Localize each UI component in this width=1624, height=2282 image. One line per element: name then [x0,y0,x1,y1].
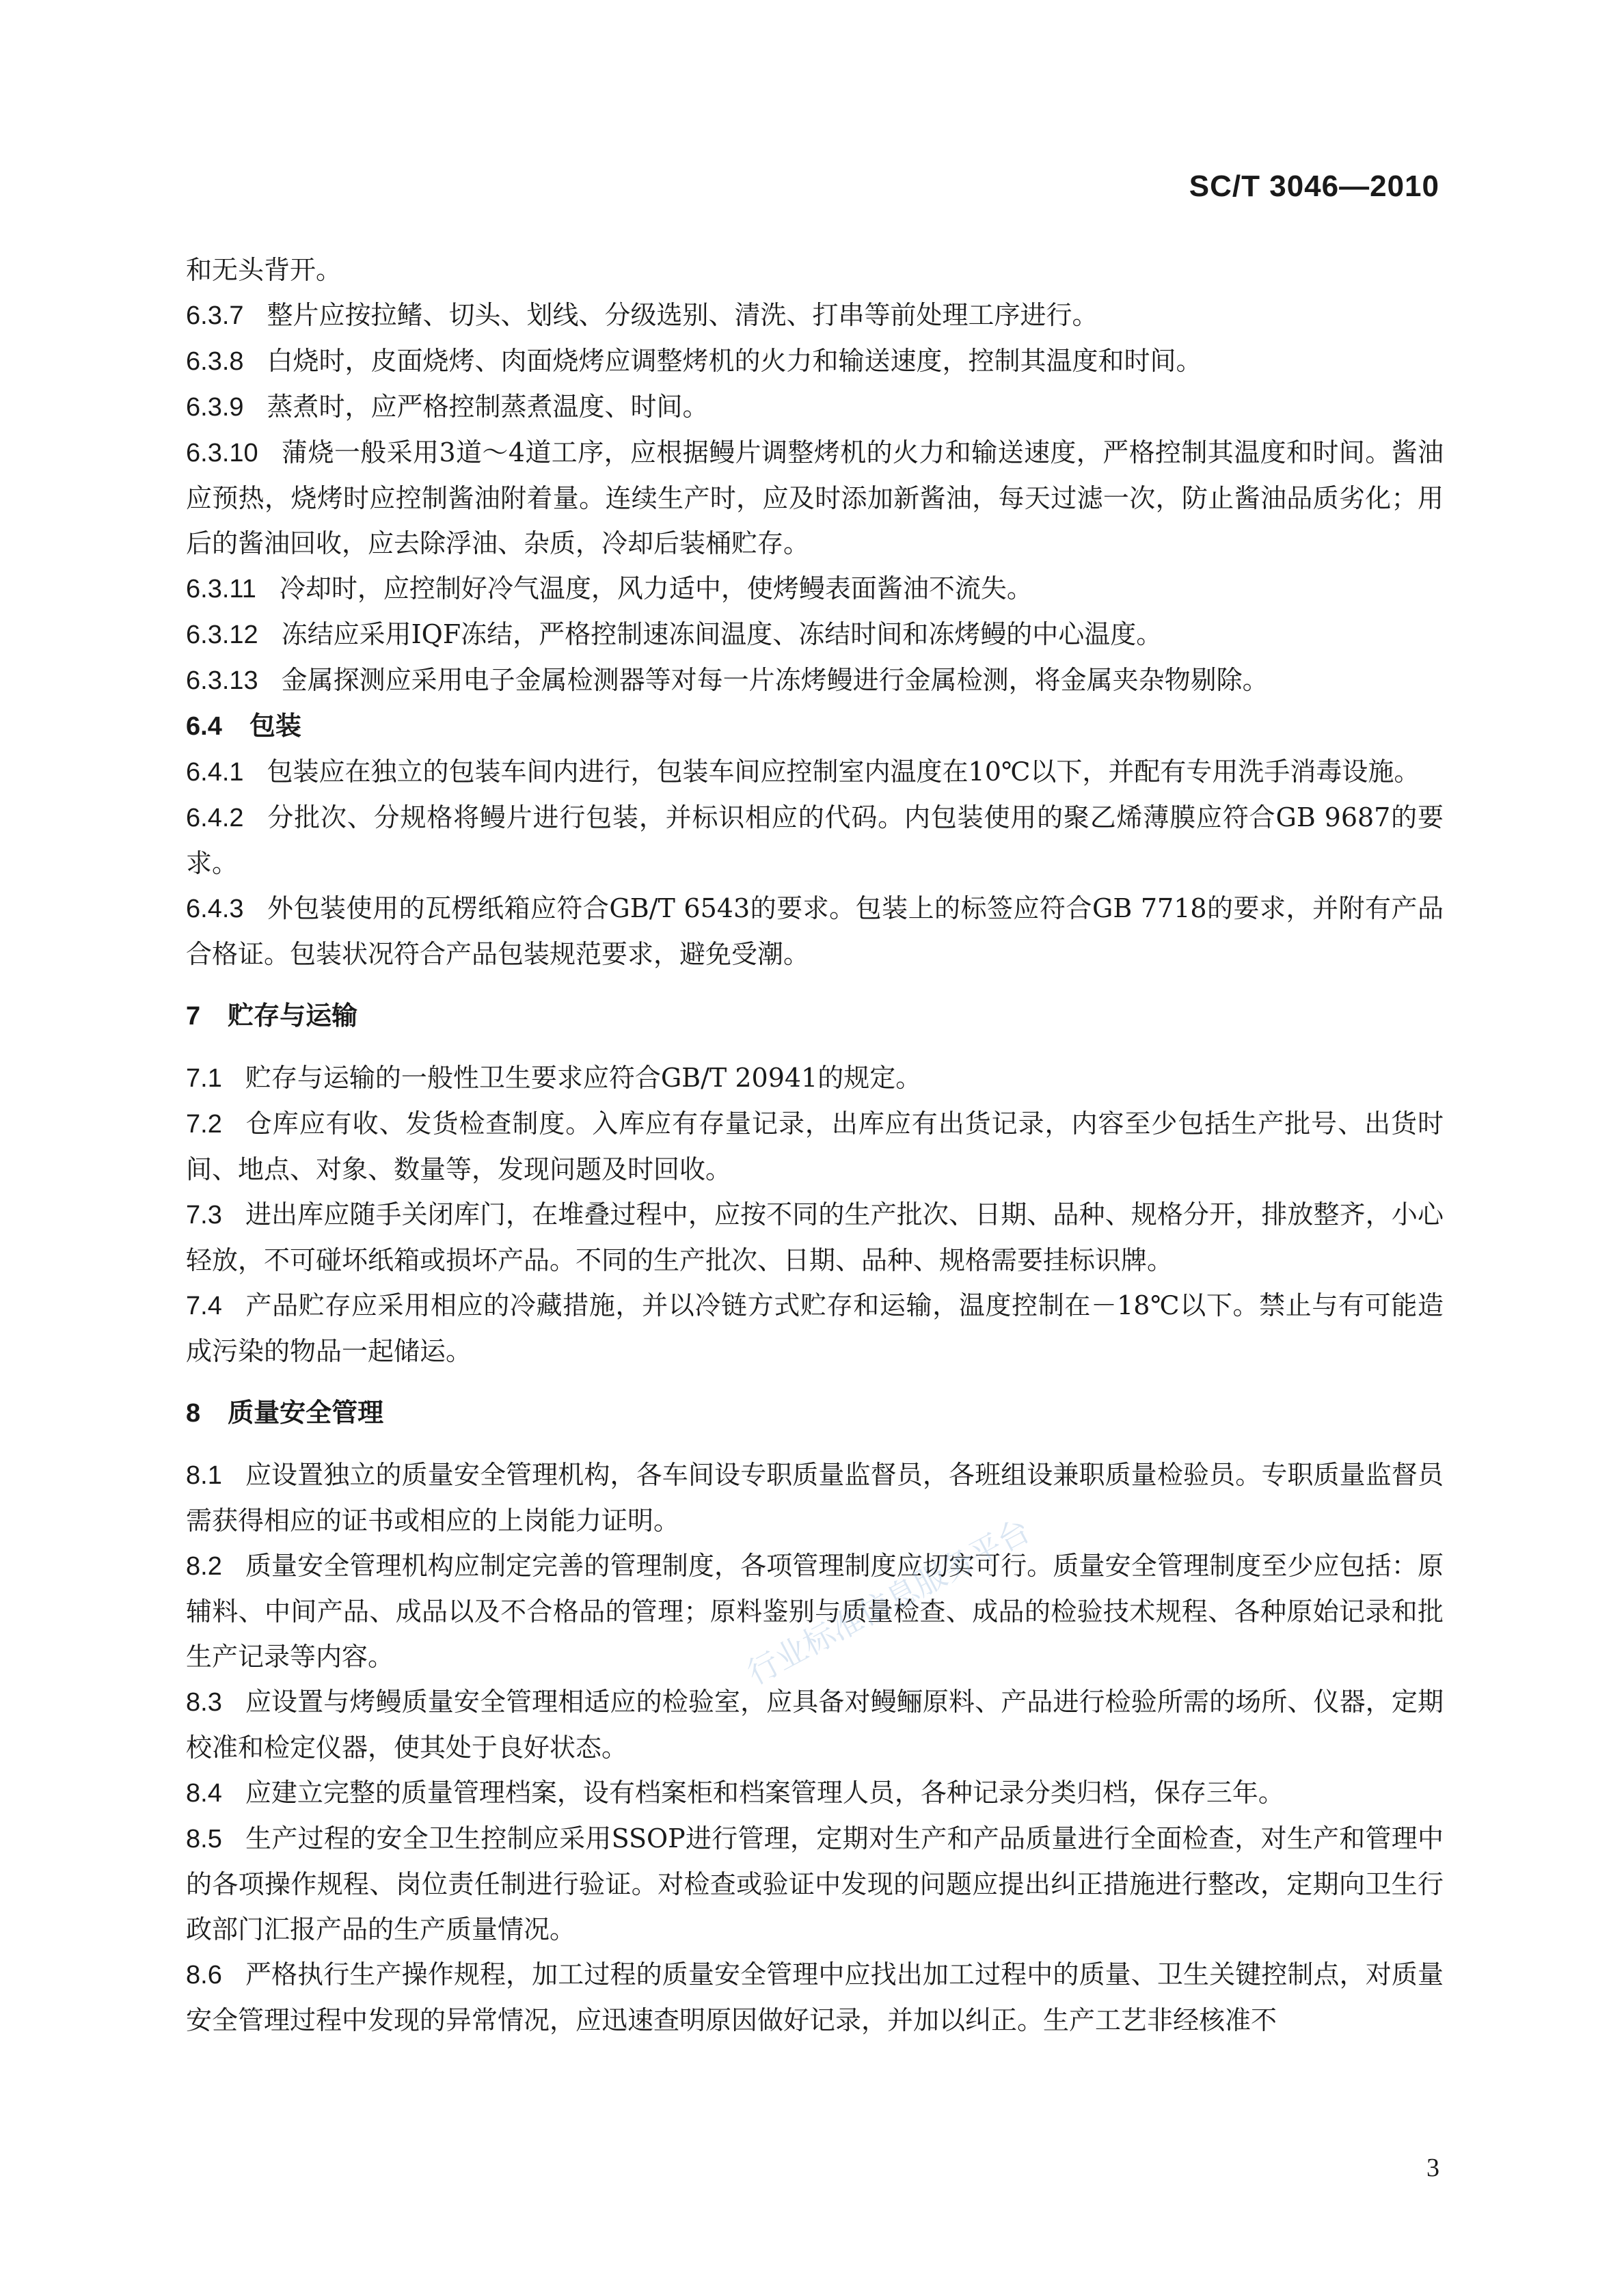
standard-code-header: SC/T 3046—2010 [1189,169,1439,203]
clause-number: 8.1 [186,1461,222,1490]
clause-text: 应设置与烤鳗质量安全管理相适应的检验室，应具备对鳗鲡原料、产品进行检验所需的场所、仪器，定期校准和检定仪器，使其处于良好状态。 [186,1687,1444,1763]
clause-7-2 [186,1101,1444,1192]
clause-text: 分批次、分规格将鳗片进行包装，并标识相应的代码。内包装使用的聚乙烯薄膜应符合GB 9687的要求。 [186,802,1444,878]
clause-8-1 [186,1452,1444,1543]
clause-7-1 [186,1055,1444,1101]
clause-6-4-1 [186,749,1444,795]
clause-number: 6.3.9 [186,393,244,422]
clause-number: 8.2 [186,1552,222,1581]
clause-text: 蒲烧一般采用3道～4道工序，应根据鳗片调整烤机的火力和输送速度，严格控制其温度和时间。酱油应预热，烧烤时应控制酱油附着量。连续生产时，应及时添加新酱油，每天过滤一次，防止酱油品质劣化；用后的酱油回收，应去除浮油、杂质，冷却后装桶贮存。 [186,437,1444,558]
clause-number: 8.5 [186,1825,222,1853]
clause-number: 6.4.2 [186,804,244,832]
chapter-heading-8 [186,1390,1444,1436]
clause-text: 进出库应随手关闭库门，在堆叠过程中，应按不同的生产批次、日期、品种、规格分开，排放整齐，小心轻放，不可碰坏纸箱或损坏产品。不同的生产批次、日期、品种、规格需要挂标识牌。 [186,1199,1444,1275]
clause-text: 冷却时，应控制好冷气温度，风力适中，使烤鳗表面酱油不流失。 [279,573,1033,603]
clause-text: 应建立完整的质量管理档案，设有档案柜和档案管理人员，各种记录分类归档，保存三年。 [245,1778,1284,1808]
clause-8-3 [186,1679,1444,1770]
clause-number: 6.3.13 [186,666,258,695]
clause-text: 产品贮存应采用相应的冷藏措施，并以冷链方式贮存和运输，温度控制在－18℃以下。禁止与有可能造成污染的物品一起储运。 [186,1290,1444,1366]
list-8 [186,1452,1444,2043]
chapter-title: 质量安全管理 [228,1398,384,1428]
page-number: 3 [1426,2154,1439,2182]
clause-text: 整片应按拉鳍、切头、划线、分级选别、清洗、打串等前处理工序进行。 [267,300,1098,330]
section-heading-6-4 [186,703,1444,749]
list-6-3 [186,293,1444,703]
chapter-number: 7 [186,1002,201,1031]
clause-8-5 [186,1816,1444,1952]
clause-6-3-13 [186,657,1444,703]
clause-text: 金属探测应采用电子金属检测器等对每一片冻烤鳗进行金属检测，将金属夹杂物剔除。 [281,665,1269,695]
clause-text: 质量安全管理机构应制定完善的管理制度，各项管理制度应切实可行。质量安全管理制度至少应包括：原辅料、中间产品、成品以及不合格品的管理；原料鉴别与质量检查、成品的检验技术规程、各种原始记录和批生产记录等内容。 [186,1551,1444,1672]
clause-8-6 [186,1952,1444,2043]
clause-6-4-2 [186,795,1444,886]
clause-number: 6.3.10 [186,439,258,467]
clause-6-4-3 [186,886,1444,977]
clause-number: 6.3.7 [186,301,244,330]
continued-text: 和无头背开。 [186,255,342,285]
clause-6-3-12 [186,612,1444,657]
clause-number: 8.3 [186,1688,222,1717]
clause-number: 6.4.1 [186,758,244,787]
clause-6-3-7 [186,293,1444,338]
clause-8-4 [186,1770,1444,1816]
section-title: 包装 [249,711,301,741]
clause-text: 严格执行生产操作规程，加工过程的质量安全管理中应找出加工过程中的质量、卫生关键控制点，对质量安全管理过程中发现的异常情况，应迅速查明原因做好记录，并加以纠正。生产工艺非经核准不 [186,1959,1444,2035]
chapter-number: 8 [186,1399,201,1428]
section-number: 6.4 [186,712,222,741]
chapter-title: 贮存与运输 [228,1001,358,1031]
clause-text: 仓库应有收、发货检查制度。入库应有存量记录，出库应有出货记录，内容至少包括生产批号、出货时间、地点、对象、数量等，发现问题及时回收。 [186,1109,1444,1184]
clause-number: 8.6 [186,1961,222,1989]
list-7 [186,1055,1444,1374]
clause-number: 7.4 [186,1292,222,1320]
clause-text: 外包装使用的瓦楞纸箱应符合GB/T 6543的要求。包装上的标签应符合GB 7718的要求，并附有产品合格证。包装状况符合产品包装规范要求，避免受潮。 [186,893,1444,969]
clause-7-3 [186,1192,1444,1283]
list-6-4 [186,749,1444,977]
clause-text: 蒸煮时，应严格控制蒸煮温度、时间。 [267,392,709,422]
watermark-text: 行业标准信息服务平台 [741,1511,1036,1692]
clause-number: 7.2 [186,1110,222,1139]
clause-text: 包装应在独立的包装车间内进行，包装车间应控制室内温度在10℃以下，并配有专用洗手消毒设施。 [267,757,1420,787]
clause-text: 白烧时，皮面烧烤、肉面烧烤应调整烤机的火力和输送速度，控制其温度和时间。 [267,346,1202,376]
clause-text: 生产过程的安全卫生控制应采用SSOP进行管理，定期对生产和产品质量进行全面检查，对生产和管理中的各项操作规程、岗位责任制进行验证。对检查或验证中发现的问题应提出纠正措施进行整改，定期向卫生行政部门汇报产品的生产质量情况。 [186,1823,1444,1944]
clause-6-3-10 [186,430,1444,566]
clause-number: 6.3.8 [186,347,244,376]
clause-number: 6.3.12 [186,621,258,649]
clause-text: 冻结应采用IQF冻结，严格控制速冻间温度、冻结时间和冻烤鳗的中心温度。 [281,619,1163,649]
clause-number: 6.3.11 [186,575,256,603]
clause-7-4 [186,1283,1444,1374]
clause-number: 7.1 [186,1064,222,1093]
clause-6-3-9 [186,384,1444,430]
clause-6-3-11 [186,566,1444,612]
clause-number: 7.3 [186,1201,222,1230]
clause-text: 贮存与运输的一般性卫生要求应符合GB/T 20941的规定。 [245,1063,922,1093]
document-body [186,247,1444,2043]
chapter-heading-7 [186,993,1444,1039]
clause-text: 应设置独立的质量安全管理机构，各车间设专职质量监督员，各班组设兼职质量检验员。专职质量监督员需获得相应的证书或相应的上岗能力证明。 [186,1460,1444,1536]
clause-6-3-8 [186,338,1444,384]
clause-number: 8.4 [186,1779,222,1808]
clause-number: 6.4.3 [186,895,244,923]
